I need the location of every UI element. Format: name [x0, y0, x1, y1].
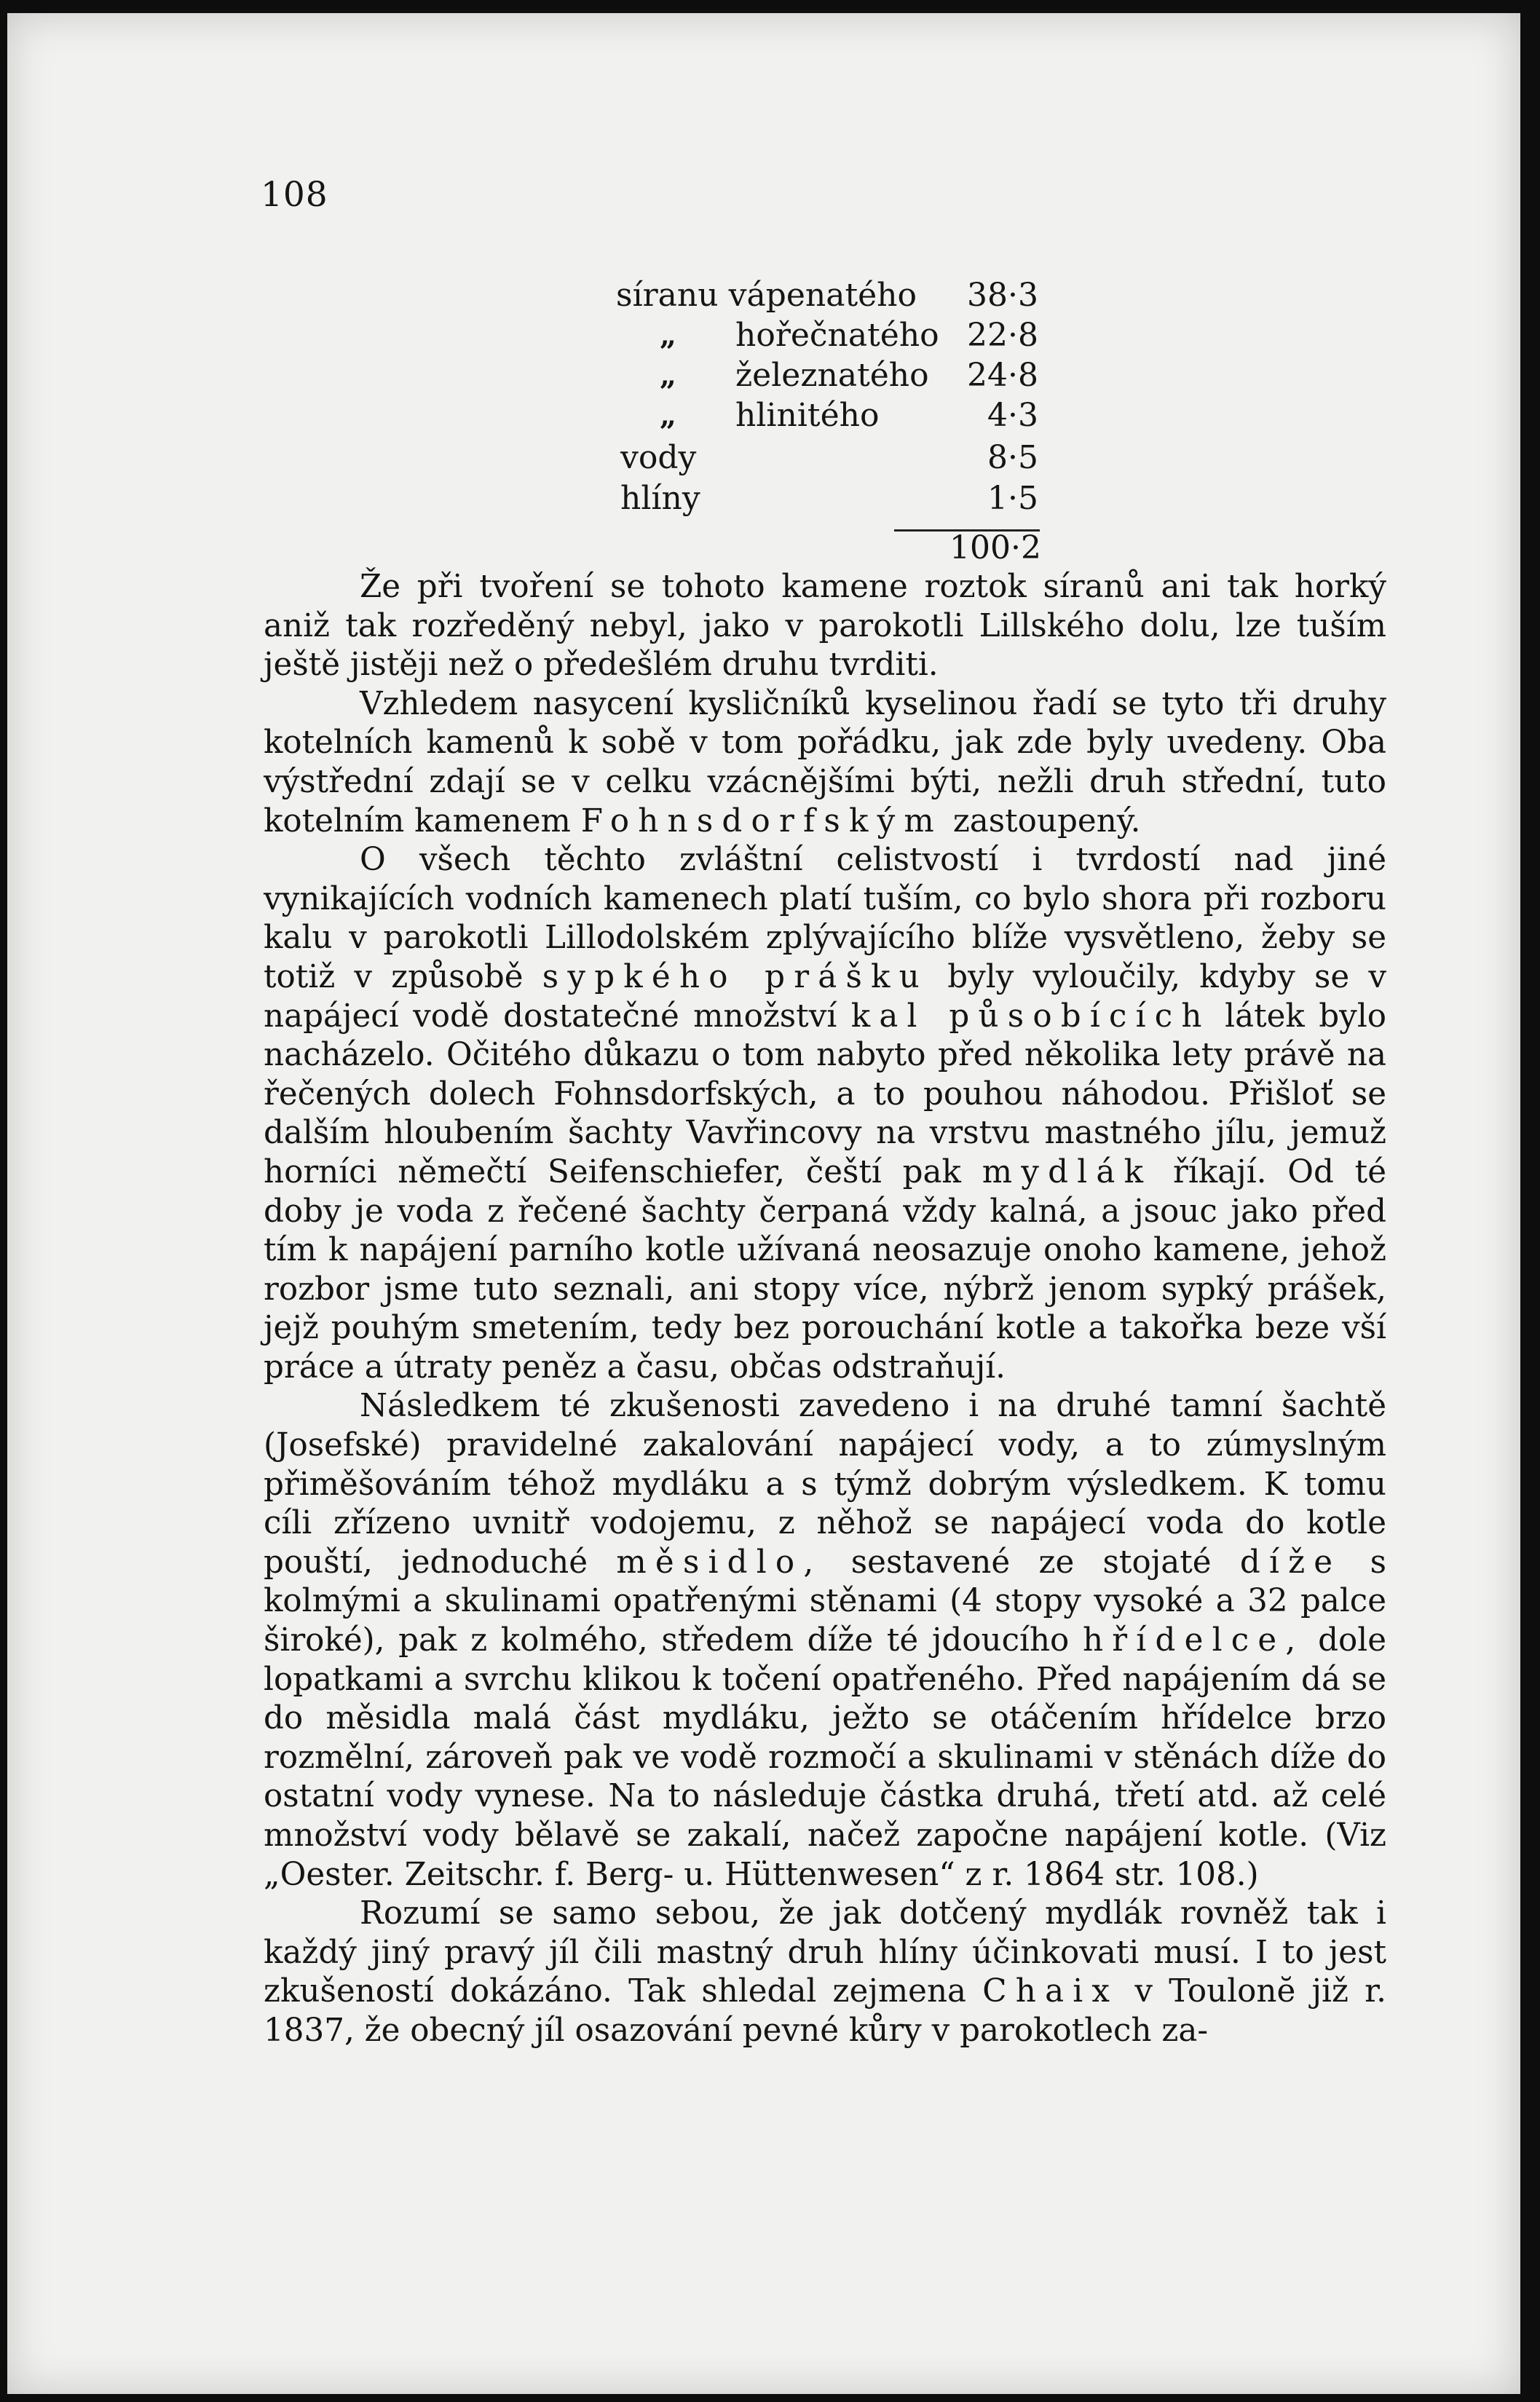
- emphasized-term: díže: [1239, 1544, 1342, 1581]
- paragraph-3: [264, 841, 1386, 1387]
- body-text: [264, 568, 1386, 2051]
- composition-value: 1·5: [987, 480, 1038, 517]
- emphasized-name: Fohnsdorfským: [580, 802, 943, 839]
- paragraph-text: byly vyloučily, kdyby se v napájecí vodě dostatečné množství: [264, 958, 1387, 1035]
- composition-value: 8·5: [987, 439, 1038, 476]
- composition-total: 100·2: [949, 529, 1041, 566]
- paragraph-4: [264, 1387, 1386, 1895]
- composition-label: síranu vápenatého: [616, 277, 917, 314]
- composition-value: 4·3: [987, 397, 1038, 434]
- composition-value: 38·3: [967, 277, 1038, 314]
- paragraph-text: dole lopatkami a svrchu klikou k točení opatřeného. Před napájením dá se do měsidla malá část mydláku, ježto se otáčením hřídelce brzo rozmělní, zároveň pak ve vodě rozmočí a skulinami v stěnách díže do ostatní vody vynese. Na to následuje částka druhá, třetí atd. až celé množství vody bělavě se zakalí, načež započne napájení kotle. (Viz „Oester. Zeitschr. f. Berg- u. Hüttenwesen“ z r. 1864 str. 108.): [264, 1622, 1386, 1893]
- paragraph-text: zastoupený.: [952, 802, 1141, 839]
- composition-value: 22·8: [967, 317, 1038, 354]
- paragraph-text: Rozumí se samo sebou, že jak dotčený mydlák rovněž tak i každý jiný pravý jíl čili mastný druh hlíny účinkovati musí. I to jest zkušeností dokázáno. Tak shledal zejmena: [264, 1895, 1386, 2010]
- ditto-mark: „: [660, 318, 677, 352]
- emphasized-term: sypkého prášku: [542, 958, 928, 995]
- paragraph-text: sestavené ze stojaté: [850, 1544, 1212, 1581]
- emphasized-term: hřídelce,: [1082, 1622, 1305, 1659]
- composition-label: vody: [620, 439, 697, 476]
- paragraph-text: Že při tvoření se tohoto kamene roztok síranů ani tak horký aniž tak rozředěný nebyl, jako v parokotli Lillského dolu, lze tuším ještě jistěji než o předešlém druhu tvrditi.: [264, 569, 1386, 684]
- paragraph-text: látek bylo nacházelo. Očitého důkazu o tom nabyto před několika lety právě na řečených dolech Fohnsdorfských, a to pouhou náhodou. Přišloť se dalším hloubením šachty Vavřincovy na vrstvu mastného jílu, jemuž horníci němečtí Seifenschiefer, čeští pak: [264, 997, 1387, 1190]
- composition-label: železnatého: [735, 357, 929, 394]
- paragraph-text: v Toulonĕ již r. 1837, že obecný jíl osazování pevné kůry v parokotlech za-: [264, 1973, 1386, 2049]
- paragraph-1: [264, 568, 1386, 685]
- emphasized-term: mydlák: [982, 1153, 1153, 1190]
- ditto-mark: „: [660, 358, 677, 392]
- paragraph-text: říkají. Od té doby je voda z řečené šachty čerpaná vždy kalná, a jsouc jako před tím k napájení parního kotle užívaná neosazuje onoho kamene, jehož rozbor jsme tuto seznali, ani stopy více, nýbrž jenom sypký prášek, jejž pouhým smetením, tedy bez porouchání kotle a takořka beze vší práce a útraty peněz a času, občas odstraňují.: [264, 1153, 1387, 1386]
- composition-label: hořečnatého: [735, 317, 939, 354]
- paragraph-2: [264, 685, 1386, 841]
- composition-table: [0, 0, 1540, 582]
- paragraph-text: Vzhledem nasycení kysličníků kyselinou řadí se tyto tři druhy kotelních kamenů k sobě v tom pořádku, jak zde byly uvedeny. Oba výstřední zdají se v celku vzácnějšími býti, nežli druh střední, tuto kotelním kamenem: [264, 685, 1386, 839]
- composition-label: hlíny: [620, 480, 700, 517]
- paragraph-text: s kolmými a skulinami opatřenými stěnami (4 stopy vysoké a 32 palce široké), pak z kolmého, středem díže té jdoucího: [264, 1544, 1387, 1659]
- paragraph-text: Následkem té zkušenosti zavedeno i na druhé tamní šachtě (Josefské) pravidelné zakalování napájecí vody, a to zúmyslným přiměšováním téhož mydláku a s týmž dobrým výsledkem. K tomu cíli zřízeno uvnitř vodojemu, z něhož se napájecí voda do kotle pouští, jednoduché: [264, 1388, 1386, 1581]
- emphasized-term: měsidlo,: [616, 1544, 823, 1581]
- page-number: 108: [261, 175, 328, 215]
- composition-label: hlinitého: [735, 397, 880, 434]
- paragraph-5: [264, 1895, 1386, 2050]
- emphasized-term: kal působících: [850, 997, 1211, 1035]
- paragraph-text: O všech těchto zvláštní celistvostí i tvrdostí nad jiné vynikajících vodních kamenech platí tuším, co bylo shora při rozboru kalu v parokotli Lillodolském zplývajícího blíže vysvětleno, žeby se totiž v způsobě: [264, 842, 1386, 995]
- ditto-mark: „: [660, 398, 677, 432]
- composition-value: 24·8: [967, 357, 1038, 394]
- emphasized-name: Chaix: [982, 1973, 1119, 2010]
